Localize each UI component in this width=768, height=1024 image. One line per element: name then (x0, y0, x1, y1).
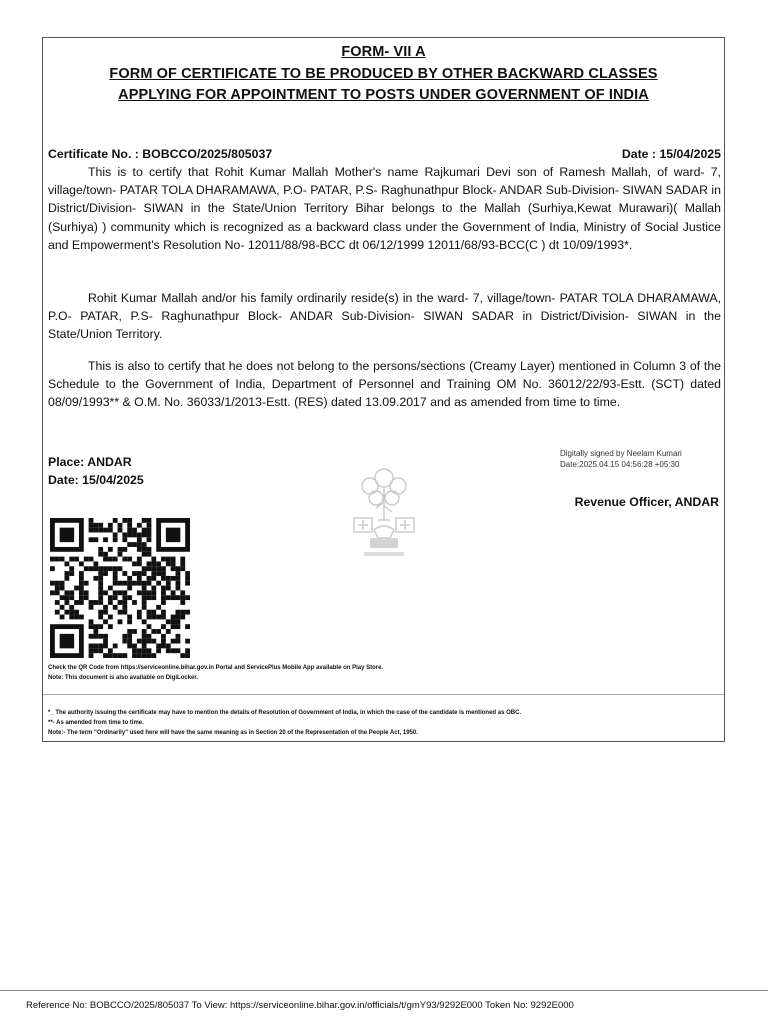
digital-signature (560, 449, 682, 470)
officer-designation: Revenue Officer, ANDAR (574, 495, 719, 509)
qr-note-line2: Note: This document is also available on DigiLocker. (48, 675, 199, 681)
form-heading-line2: APPLYING FOR APPOINTMENT TO POSTS UNDER GOVERNMENT OF INDIA (118, 87, 649, 103)
form-title: FORM- VII A (341, 44, 426, 60)
certification-paragraph (48, 163, 721, 254)
bihar-emblem-icon (348, 458, 420, 568)
section-divider (43, 694, 724, 695)
paragraph-1-text: This is to certify that Rohit Kumar Mallah Mother's name Rajkumari Devi son of Ramesh Mallah, of ward- 7, village/town- PATAR TOLA DHARAMAWA, P.O- PATAR, P.S- Raghunathpur Block- ANDAR Sub-Division- SIWAN SADAR in District/Division- SIWAN in the State/Union Territory Bihar belongs to the Mallah (Surhiya,Kewat Murawari)( Mallah (Surhiya) ) community which is recognized as a backward class under the Government of India, Ministry of Social Justice and Empowerment's Resolution No- 12011/88/98-BCC dt 06/12/1999 12011/68/93-BCC(C ) dt 10/09/1993*. (48, 165, 721, 252)
footnote-line3: Note:- The term "Ordinarily" used here will have the same meaning as in Section 20 of the Representation of the People Act, 1950. (48, 730, 418, 736)
certificate-date: Date : 15/04/2025 (621, 147, 721, 161)
signature-line1: Digitally signed by Neelam Kumari (560, 449, 682, 458)
creamy-layer-paragraph (48, 357, 721, 412)
footer-divider (0, 990, 768, 991)
reference-footer: Reference No: BOBCCO/2025/805037 To View: https://serviceonline.bihar.gov.in/officials/t/gmY93/9292E000 Token No: 9292E000 (26, 1000, 574, 1011)
paragraph-3-text: This is also to certify that he does not belong to the persons/sections (Creamy Layer) mentioned in Column 3 of the Schedule to the Government of India, Department of Personnel and Training OM No. 36012/22/93-Estt. (SCT) dated 08/09/1993** & O.M. No. 36033/1/2013-Estt. (RES) dated 13.09.2017 and as amended from time to time. (48, 359, 721, 410)
place-date-label: Date: 15/04/2025 (48, 473, 144, 487)
qr-code-icon[interactable] (50, 518, 190, 658)
form-heading-line1: FORM OF CERTIFICATE TO BE PRODUCED BY OTHER BACKWARD CLASSES (109, 66, 658, 82)
footnote-line1: *_ The authority issuing the certificate may have to mention the details of Resolution of Government of India, in which the case of the candidate is mentioned as OBC. (48, 710, 522, 716)
paragraph-2-text: Rohit Kumar Mallah and/or his family ordinarily reside(s) in the ward- 7, village/town- PATAR TOLA DHARAMAWA, P.O- PATAR, P.S- Raghunathpur Block- ANDAR Sub-Division- SIWAN SADAR in District/Division- SIWAN in the State/Union Territory. (48, 291, 721, 342)
residence-paragraph (48, 289, 721, 344)
footnote-line2: **- As amended from time to time. (48, 720, 144, 726)
certificate-number: Certificate No. : BOBCCO/2025/805037 (48, 147, 273, 161)
signature-line2: Date:2025.04.15 04:56:28 +05:30 (560, 459, 680, 469)
place-label: Place: ANDAR (48, 455, 132, 469)
qr-note-line1: Check the QR Code from https://serviceonline.bihar.gov.in Portal and ServicePlus Mobile App available on Play Store. (48, 665, 384, 671)
